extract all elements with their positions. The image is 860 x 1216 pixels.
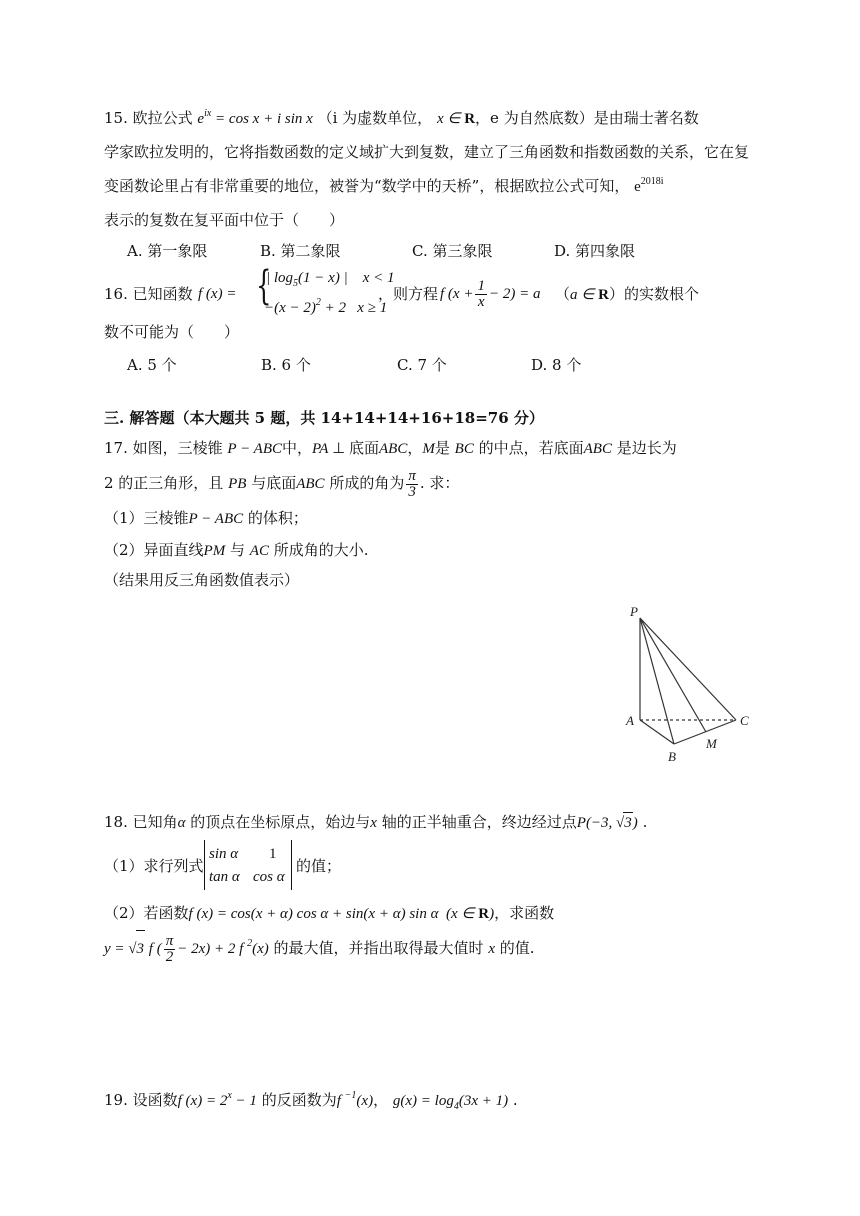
det-a22: cos α <box>253 869 285 885</box>
q15-line3-text: 变函数论里占有非常重要的地位，被誉为“数学中的天桥”，根据欧拉公式可知， <box>104 177 630 195</box>
label-a: A <box>626 713 634 728</box>
q18-part2-a: （2）若函数 <box>104 904 189 922</box>
q17-line1: 17. 如图，三棱锥 P − ABC中，PA ⊥ 底面ABC，M是 BC 的中点，若底面ABC 是边长为 <box>104 439 677 457</box>
q15-exponent: 2018i <box>640 176 664 187</box>
q17-part2-a: （2）异面直线 <box>104 541 204 559</box>
q17-part2-c: 所成角的大小. <box>273 541 369 559</box>
q17-line1-e: 是 <box>434 439 450 457</box>
q17-part1-a: （1）三棱锥 <box>104 509 189 527</box>
det-a21: tan α <box>209 869 240 885</box>
edge-bc <box>674 720 736 744</box>
q16-prefix: 16. 已知函数 <box>104 285 193 303</box>
q18-part2 <box>104 903 554 924</box>
det-a12: 1 <box>269 846 277 862</box>
q16-suffix-b: ）的实数根个 <box>608 285 699 303</box>
q17-line2-b: 与底面 <box>251 474 297 492</box>
q15-line2: 学家欧拉发明的，它将指数函数的定义域扩大到复数，建立了三角函数和指数函数的关系，它在复 <box>104 143 750 161</box>
q17-line2: 2 的正三角形，且 PB 与底面ABC 所成的角为 $\frac{\pi}{3}$ . 求： <box>104 467 460 500</box>
q16-brace: { <box>256 263 272 309</box>
q15-option-b: B. 第二象限 <box>260 242 341 260</box>
q18-part1-a: （1）求行列式 <box>104 857 204 875</box>
det-a11: sin α <box>209 846 239 862</box>
q16-line2: 数不可能为（ ） <box>104 323 240 341</box>
q18-line3-tail-b: 的值. <box>499 939 535 957</box>
q15-option-a: A. 第一象限 <box>127 242 208 260</box>
q15-line1 <box>104 108 699 129</box>
q16-option-b: B. 6 个 <box>261 356 311 374</box>
section-3-heading: 三. 解答题（本大题共 5 题，共 14+14+14+16+18=76 分） <box>104 409 544 427</box>
q18-line1: 18. 已知角α 的顶点在坐标原点，始边与x 轴的正半轴重合，终边经过点P(−3, √3) . <box>104 813 648 831</box>
q17-line1-c: 底面 <box>349 439 380 457</box>
q17-line1-d: ， <box>407 439 423 457</box>
q18-line1-a: 18. 已知角 <box>104 813 178 831</box>
q17-note: （结果用反三角函数值表示） <box>104 571 300 589</box>
q17-part1: （1）三棱锥P − ABC 的体积； <box>104 509 308 527</box>
q17-part1-b: 的体积； <box>247 509 308 527</box>
q16-suffix-a: （ <box>555 285 571 303</box>
q17-line1-a: 17. 如图，三棱锥 <box>104 439 223 457</box>
q17-line1-f: 的中点，若底面 <box>478 439 584 457</box>
q18-line1-b: 的顶点在坐标原点，始边与 <box>190 813 371 831</box>
label-p: P <box>630 604 638 619</box>
q19-finv: f $^{-1}$(x) <box>336 1090 374 1109</box>
q19-c: ， <box>373 1091 389 1109</box>
q18-part1-b: 的值； <box>296 857 342 875</box>
q15-euler-formula: $e^{ix} = \cos x + i$ sin x <box>197 108 313 127</box>
label-b: B <box>668 749 676 764</box>
q17-line1-b: 中， <box>282 439 313 457</box>
label-m: M <box>706 736 717 751</box>
q18-point-p: P(−3, √3) <box>577 815 638 831</box>
q17-pyramid: P − ABC <box>227 441 282 457</box>
q19-b: 的反函数为 <box>261 1091 337 1109</box>
q17-pyramid-figure <box>620 598 770 768</box>
q17-part2-b: 与 <box>230 541 246 559</box>
q15-option-c: C. 第三象限 <box>412 242 493 260</box>
q16-suffix: （a ∈ R）的实数根个 <box>555 285 699 303</box>
q15-x-in-r: x ∈ R <box>436 111 476 127</box>
q18-line3: y = √3 f ( $\frac{\pi}{2}$ − 2x) + 2 f $^2$(x) 的最大值，并指出取得最大值时 x 的值. <box>104 930 535 967</box>
q17-line2-d: . 求： <box>419 474 460 492</box>
q16-option-a: A. 5 个 <box>127 356 177 374</box>
q15-line3 <box>104 176 664 197</box>
q15-line4: 表示的复数在复平面中位于（ ） <box>104 211 345 229</box>
q16-case2: $-(x - 2)^2 + 2$ x ≥ 1 <box>264 297 388 316</box>
q18-determinant <box>204 840 292 890</box>
q17-pi-over-3: $\frac{\pi}{3}$ <box>408 467 416 500</box>
q19-gx: $g(x) = \log_4(3x + 1)$ <box>392 1093 509 1112</box>
edge-pc <box>640 618 736 720</box>
q19-a: 19. 设函数 <box>104 1091 178 1109</box>
q18-fx-formula: f (x) = cos(x + α) cos α + sin(x + α) sin α (x ∈ R) <box>188 906 495 922</box>
q16-option-c: C. 7 个 <box>397 356 447 374</box>
label-c: C <box>740 713 749 728</box>
q18-line3-tail-a: 的最大值，并指出取得最大值时 <box>273 939 484 957</box>
q15-line1-note2: ，e 为自然底数）是由瑞士著名数 <box>475 109 699 127</box>
q15-option-d: D. 第四象限 <box>554 242 636 260</box>
q16-case1: | $\log_5(1 - x)$ | x < 1 <box>266 270 395 289</box>
q17-pa: PA <box>312 441 329 457</box>
q15-e-power: $e^{2018i}$ <box>634 176 664 195</box>
q17-line2-c: 所成的角为 <box>329 474 405 492</box>
q18-line1-c: 轴的正半轴重合，终边经过点 <box>381 813 577 831</box>
q17-part2: （2）异面直线PM 与 AC 所成角的大小. <box>104 541 369 559</box>
q16-mid: ，则方程 <box>378 285 439 303</box>
q17-line2-a: 2 的正三角形，且 <box>104 474 224 492</box>
q16-fx-def: f (x) = <box>198 286 237 302</box>
q18-y-formula: y = √3 f ( $\frac{\pi}{2}$ − 2x) + 2 f $^2$(x) <box>104 941 269 957</box>
q19-line1: 19. 设函数f $(x) = 2^x - 1$ 的反函数为f $^{-1}$(x)， $g(x) = \log_4(3x + 1)$ . <box>104 1090 518 1112</box>
q19-fx: f $(x) = 2^x - 1$ <box>177 1090 257 1109</box>
q18-part2-b: ，求函数 <box>494 904 555 922</box>
q16-option-d: D. 8 个 <box>531 356 582 374</box>
q15-line1-note: （i 为虚数单位， <box>317 109 433 127</box>
q17-line1-g: 是边长为 <box>616 439 677 457</box>
q16-equation: f (x + $\frac{1}{x}$ − 2) = a <box>440 278 541 311</box>
q15-line1-prefix: 15. 欧拉公式 <box>104 109 193 127</box>
edge-pm <box>640 618 706 732</box>
